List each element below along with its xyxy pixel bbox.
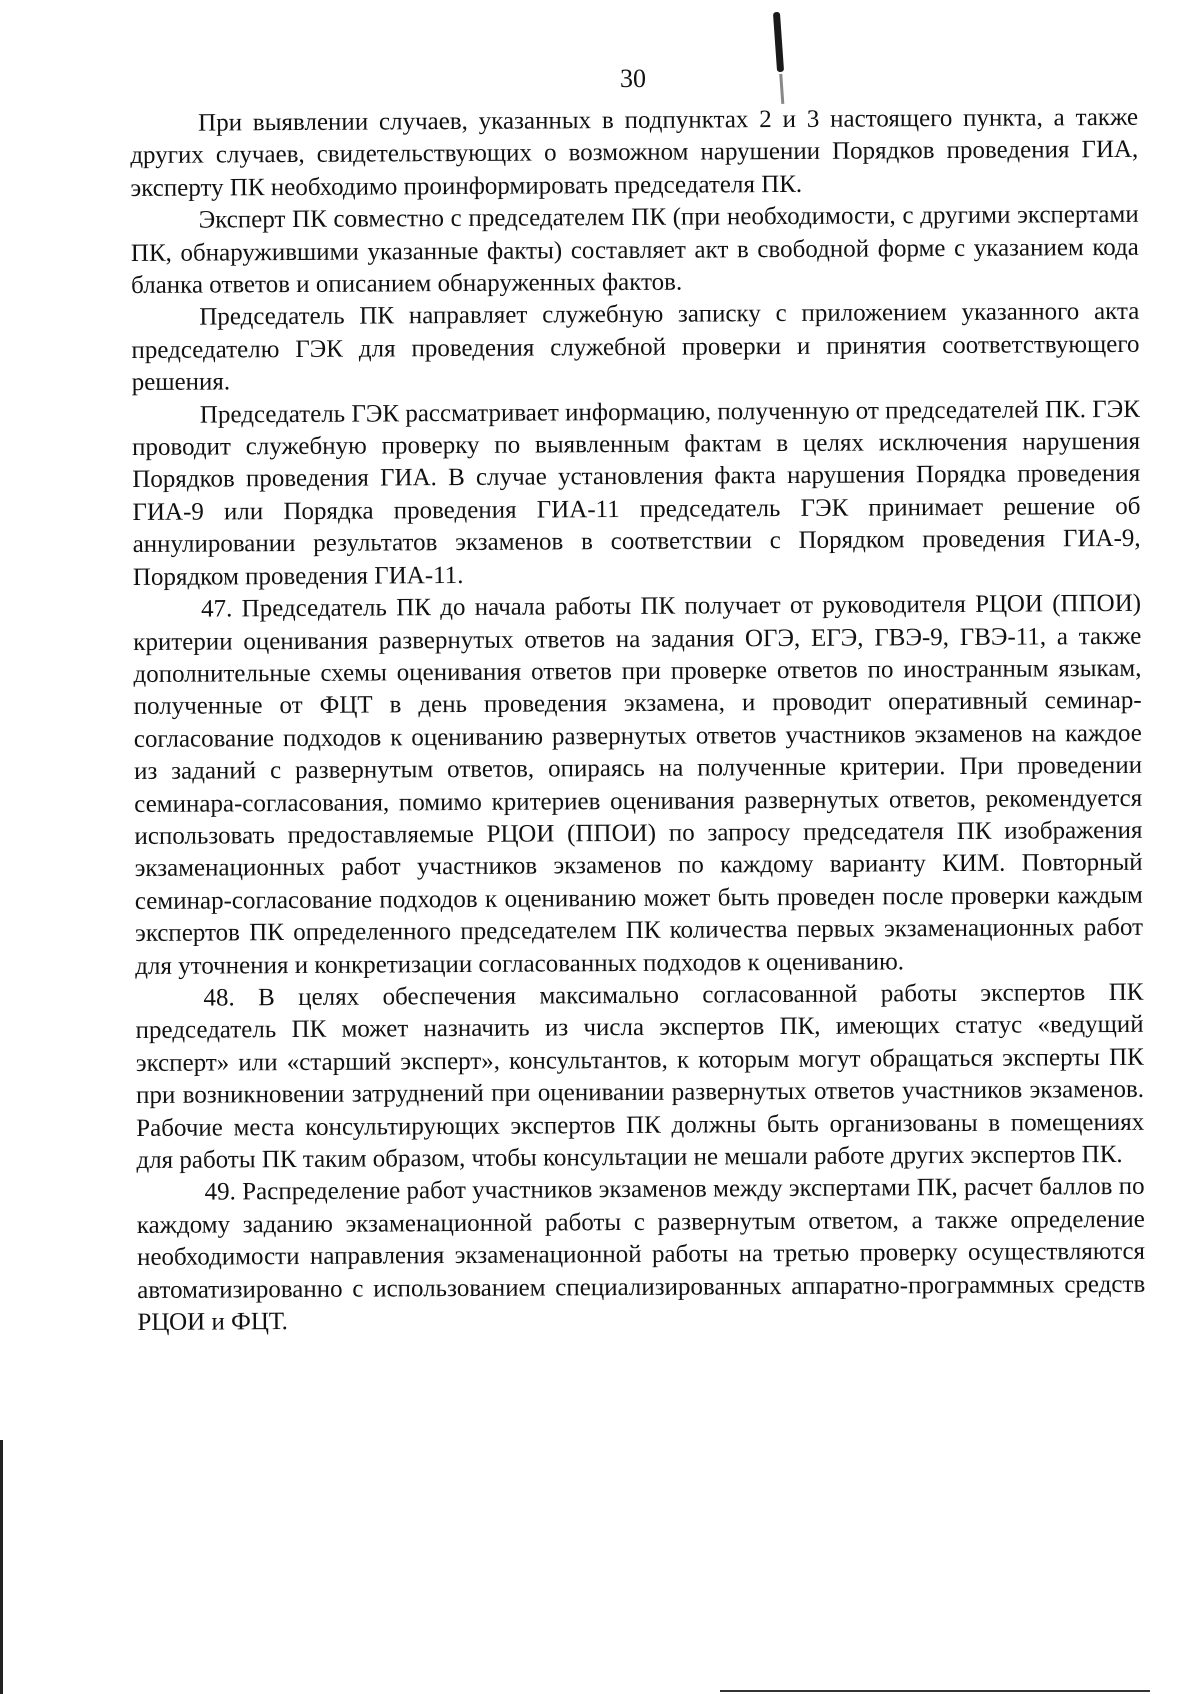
scan-margin-stripe bbox=[0, 1440, 3, 1694]
paragraph-chair-memo: Председатель ПК направляет служебную записку с приложением указанного акта председателю ГЭК для проведения служебной проверки и принятия соответствующего решения. bbox=[131, 298, 1140, 397]
paragraph-item-49: 49. Распределение работ участников экзаменов между экспертами ПК, расчет баллов по каждому заданию экзаменационной работы с развернутым ответом, а также определение необходимости направления экзаменационной работы на третью проверку осуществляются автоматизированно с использованием специализированных аппаратно-программных средств РЦОИ и ФЦТ. bbox=[136, 1173, 1146, 1337]
paragraph-violation-cases: При выявлении случаев, указанных в подпунктах 2 и 3 настоящего пункта, а также других случаев, свидетельствующих о возможном нарушении Порядков проведения ГИА, эксперту ПК необходимо проинформировать председателя ПК. bbox=[130, 103, 1139, 202]
paragraph-gek-review: Председатель ГЭК рассматривает информацию, полученную от председателей ПК. ГЭК проводит служебную проверку по выявленным фактам в целях исключения нарушения Порядков проведения ГИА. В случае установления факта нарушения Порядка проведения ГИА-9 или Порядка проведения ГИА-11 председатель ГЭК принимает решение об аннулировании результатов экзаменов в соответствии с Порядком проведения ГИА-9, Порядком проведения ГИА-11. bbox=[131, 395, 1141, 591]
bottom-rule bbox=[720, 1690, 1150, 1692]
paragraph-item-47: 47. Председатель ПК до начала работы ПК получает от руководителя РЦОИ (ППОИ) критерии оценивания развернутых ответов на задания ОГЭ, ЕГЭ, ГВЭ-9, ГВЭ-11, а также дополнительные схемы оценивания ответов при проверке ответов по иностранным языкам, полученные от ФЦТ в день проведения экзамена, и проводит оперативный семинар-согласование подходов к оцениванию развернутых ответов участников экзаменов на каждое из заданий с развернутым ответов, опираясь на полученные критерии. При проведении семинара-согласования, помимо критериев оценивания развернутых ответов, рекомендуется использовать предоставляемые РЦОИ (ППОИ) по запросу председателя ПК изображения экзаменационных работ участников экзаменов по каждому варианту КИМ. Повторный семинар-согласование подходов к оцениванию может быть проведен после проверки каждым экспертов ПК определенного председателем ПК количества первых экзаменационных работ для уточнения и конкретизации согласованных подходов к оцениванию. bbox=[133, 589, 1144, 980]
page-number: 30 bbox=[620, 64, 646, 93]
paragraph-item-48: 48. В целях обеспечения максимально согласованной работы экспертов ПК председатель ПК может назначить из числа экспертов ПК, имеющих статус «ведущий эксперт» или «старший эксперт», консультантов, к которым могут обращаться эксперты ПК при возникновении затруднений при оценивании развернутых ответов участников экзаменов. Рабочие места консультирующих экспертов ПК должны быть организованы в помещениях для работы ПК таким образом, чтобы консультации не мешали работе других экспертов ПК. bbox=[135, 978, 1145, 1174]
document-body bbox=[130, 102, 1146, 1340]
paragraph-expert-act: Эксперт ПК совместно с председателем ПК (при необходимости, с другими экспертами ПК, обнаружившими указанные факты) составляет акт в свободной форме с указанием кода бланка ответов и описанием обнаруженных фактов. bbox=[130, 201, 1139, 300]
